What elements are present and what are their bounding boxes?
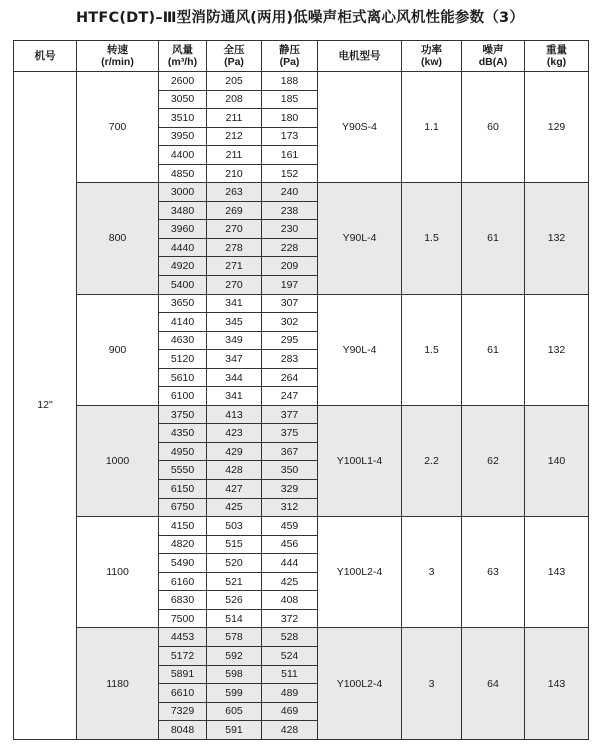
static-pressure-cell: 372 (262, 609, 318, 628)
total-pressure-cell: 341 (207, 387, 262, 406)
speed-cell: 1180 (77, 628, 159, 739)
total-pressure-cell: 413 (207, 405, 262, 424)
airflow-cell: 3950 (159, 127, 207, 146)
airflow-cell: 5490 (159, 554, 207, 573)
total-pressure-cell: 425 (207, 498, 262, 517)
total-pressure-cell: 521 (207, 572, 262, 591)
airflow-cell: 4630 (159, 331, 207, 350)
airflow-cell: 5400 (159, 276, 207, 295)
table-row (14, 405, 589, 424)
airflow-cell: 3750 (159, 405, 207, 424)
static-pressure-cell: 459 (262, 517, 318, 536)
static-pressure-cell: 230 (262, 220, 318, 239)
power-cell: 1.1 (402, 72, 462, 183)
total-pressure-cell: 212 (207, 127, 262, 146)
table-row (14, 628, 589, 647)
motor-model-cell: Y90L-4 (318, 183, 402, 294)
power-cell: 1.5 (402, 294, 462, 405)
airflow-cell: 7329 (159, 702, 207, 721)
static-pressure-cell: 428 (262, 721, 318, 740)
speed-cell: 1000 (77, 405, 159, 516)
total-pressure-cell: 515 (207, 535, 262, 554)
total-pressure-cell: 427 (207, 480, 262, 499)
airflow-cell: 5610 (159, 368, 207, 387)
power-cell: 2.2 (402, 405, 462, 516)
total-pressure-cell: 578 (207, 628, 262, 647)
total-pressure-cell: 345 (207, 313, 262, 332)
header-row (14, 41, 589, 72)
airflow-cell: 4400 (159, 146, 207, 165)
static-pressure-cell: 469 (262, 702, 318, 721)
speed-cell: 1100 (77, 517, 159, 628)
motor-model-cell: Y90L-4 (318, 294, 402, 405)
airflow-cell: 8048 (159, 721, 207, 740)
airflow-cell: 4920 (159, 257, 207, 276)
total-pressure-cell: 520 (207, 554, 262, 573)
speed-cell: 900 (77, 294, 159, 405)
static-pressure-cell: 240 (262, 183, 318, 202)
total-pressure-cell: 278 (207, 238, 262, 257)
static-pressure-cell: 329 (262, 480, 318, 499)
total-pressure-cell: 428 (207, 461, 262, 480)
static-pressure-cell: 307 (262, 294, 318, 313)
table-body (14, 72, 589, 740)
static-pressure-cell: 408 (262, 591, 318, 610)
airflow-cell: 4140 (159, 313, 207, 332)
table-row (14, 294, 589, 313)
header-motor-model: 电机型号 (318, 41, 402, 72)
total-pressure-cell: 344 (207, 368, 262, 387)
motor-model-cell: Y100L1-4 (318, 405, 402, 516)
weight-cell: 143 (525, 628, 589, 739)
noise-cell: 61 (462, 294, 525, 405)
speed-cell: 800 (77, 183, 159, 294)
static-pressure-cell: 528 (262, 628, 318, 647)
total-pressure-cell: 423 (207, 424, 262, 443)
static-pressure-cell: 489 (262, 684, 318, 703)
static-pressure-cell: 152 (262, 164, 318, 183)
weight-cell: 129 (525, 72, 589, 183)
static-pressure-cell: 524 (262, 646, 318, 665)
static-pressure-cell: 377 (262, 405, 318, 424)
noise-cell: 64 (462, 628, 525, 739)
airflow-cell: 5550 (159, 461, 207, 480)
airflow-cell: 5891 (159, 665, 207, 684)
total-pressure-cell: 526 (207, 591, 262, 610)
motor-model-cell: Y100L2-4 (318, 517, 402, 628)
table-row (14, 517, 589, 536)
power-cell: 3 (402, 517, 462, 628)
total-pressure-cell: 592 (207, 646, 262, 665)
airflow-cell: 6160 (159, 572, 207, 591)
header-static-pressure: 静压 (Pa) (262, 41, 318, 72)
airflow-cell: 7500 (159, 609, 207, 628)
weight-cell: 132 (525, 294, 589, 405)
total-pressure-cell: 598 (207, 665, 262, 684)
speed-cell: 700 (77, 72, 159, 183)
airflow-cell: 6150 (159, 480, 207, 499)
airflow-cell: 3960 (159, 220, 207, 239)
static-pressure-cell: 264 (262, 368, 318, 387)
airflow-cell: 5120 (159, 350, 207, 369)
airflow-cell: 4440 (159, 238, 207, 257)
total-pressure-cell: 211 (207, 146, 262, 165)
power-cell: 1.5 (402, 183, 462, 294)
airflow-cell: 3050 (159, 90, 207, 109)
static-pressure-cell: 456 (262, 535, 318, 554)
total-pressure-cell: 347 (207, 350, 262, 369)
page-title: HTFC(DT)–Ⅲ型消防通风(两用)低噪声柜式离心风机性能参数（3） (75, 10, 525, 26)
noise-cell: 61 (462, 183, 525, 294)
total-pressure-cell: 270 (207, 276, 262, 295)
total-pressure-cell: 605 (207, 702, 262, 721)
static-pressure-cell: 295 (262, 331, 318, 350)
airflow-cell: 3650 (159, 294, 207, 313)
static-pressure-cell: 188 (262, 72, 318, 91)
header-speed: 转速 (r/min) (77, 41, 159, 72)
total-pressure-cell: 270 (207, 220, 262, 239)
noise-cell: 60 (462, 72, 525, 183)
static-pressure-cell: 238 (262, 201, 318, 220)
static-pressure-cell: 444 (262, 554, 318, 573)
noise-cell: 62 (462, 405, 525, 516)
airflow-cell: 6100 (159, 387, 207, 406)
static-pressure-cell: 228 (262, 238, 318, 257)
airflow-cell: 4453 (159, 628, 207, 647)
airflow-cell: 3000 (159, 183, 207, 202)
airflow-cell: 6750 (159, 498, 207, 517)
weight-cell: 132 (525, 183, 589, 294)
static-pressure-cell: 209 (262, 257, 318, 276)
motor-model-cell: Y100L2-4 (318, 628, 402, 739)
header-total-pressure: 全压 (Pa) (207, 41, 262, 72)
power-cell: 3 (402, 628, 462, 739)
static-pressure-cell: 425 (262, 572, 318, 591)
static-pressure-cell: 302 (262, 313, 318, 332)
weight-cell: 143 (525, 517, 589, 628)
header-power: 功率 (kw) (402, 41, 462, 72)
airflow-cell: 2600 (159, 72, 207, 91)
header-airflow: 风量 (m³/h) (159, 41, 207, 72)
header-model-no: 机号 (14, 41, 77, 72)
total-pressure-cell: 205 (207, 72, 262, 91)
static-pressure-cell: 247 (262, 387, 318, 406)
header-weight: 重量 (kg) (525, 41, 589, 72)
airflow-cell: 4950 (159, 442, 207, 461)
header-noise: 噪声 dB(A) (462, 41, 525, 72)
static-pressure-cell: 197 (262, 276, 318, 295)
total-pressure-cell: 210 (207, 164, 262, 183)
static-pressure-cell: 350 (262, 461, 318, 480)
airflow-cell: 3480 (159, 201, 207, 220)
static-pressure-cell: 375 (262, 424, 318, 443)
static-pressure-cell: 173 (262, 127, 318, 146)
static-pressure-cell: 367 (262, 442, 318, 461)
airflow-cell: 4820 (159, 535, 207, 554)
airflow-cell: 4350 (159, 424, 207, 443)
static-pressure-cell: 283 (262, 350, 318, 369)
model-number-cell: 12" (14, 72, 77, 740)
airflow-cell: 3510 (159, 109, 207, 128)
total-pressure-cell: 269 (207, 201, 262, 220)
static-pressure-cell: 511 (262, 665, 318, 684)
total-pressure-cell: 263 (207, 183, 262, 202)
total-pressure-cell: 591 (207, 721, 262, 740)
static-pressure-cell: 161 (262, 146, 318, 165)
total-pressure-cell: 429 (207, 442, 262, 461)
total-pressure-cell: 208 (207, 90, 262, 109)
performance-table (13, 40, 589, 740)
static-pressure-cell: 185 (262, 90, 318, 109)
table-row (14, 183, 589, 202)
table-row (14, 72, 589, 91)
total-pressure-cell: 503 (207, 517, 262, 536)
total-pressure-cell: 599 (207, 684, 262, 703)
noise-cell: 63 (462, 517, 525, 628)
total-pressure-cell: 211 (207, 109, 262, 128)
airflow-cell: 6830 (159, 591, 207, 610)
airflow-cell: 4850 (159, 164, 207, 183)
total-pressure-cell: 349 (207, 331, 262, 350)
static-pressure-cell: 312 (262, 498, 318, 517)
total-pressure-cell: 514 (207, 609, 262, 628)
airflow-cell: 5172 (159, 646, 207, 665)
airflow-cell: 6610 (159, 684, 207, 703)
total-pressure-cell: 341 (207, 294, 262, 313)
airflow-cell: 4150 (159, 517, 207, 536)
total-pressure-cell: 271 (207, 257, 262, 276)
motor-model-cell: Y90S-4 (318, 72, 402, 183)
weight-cell: 140 (525, 405, 589, 516)
static-pressure-cell: 180 (262, 109, 318, 128)
